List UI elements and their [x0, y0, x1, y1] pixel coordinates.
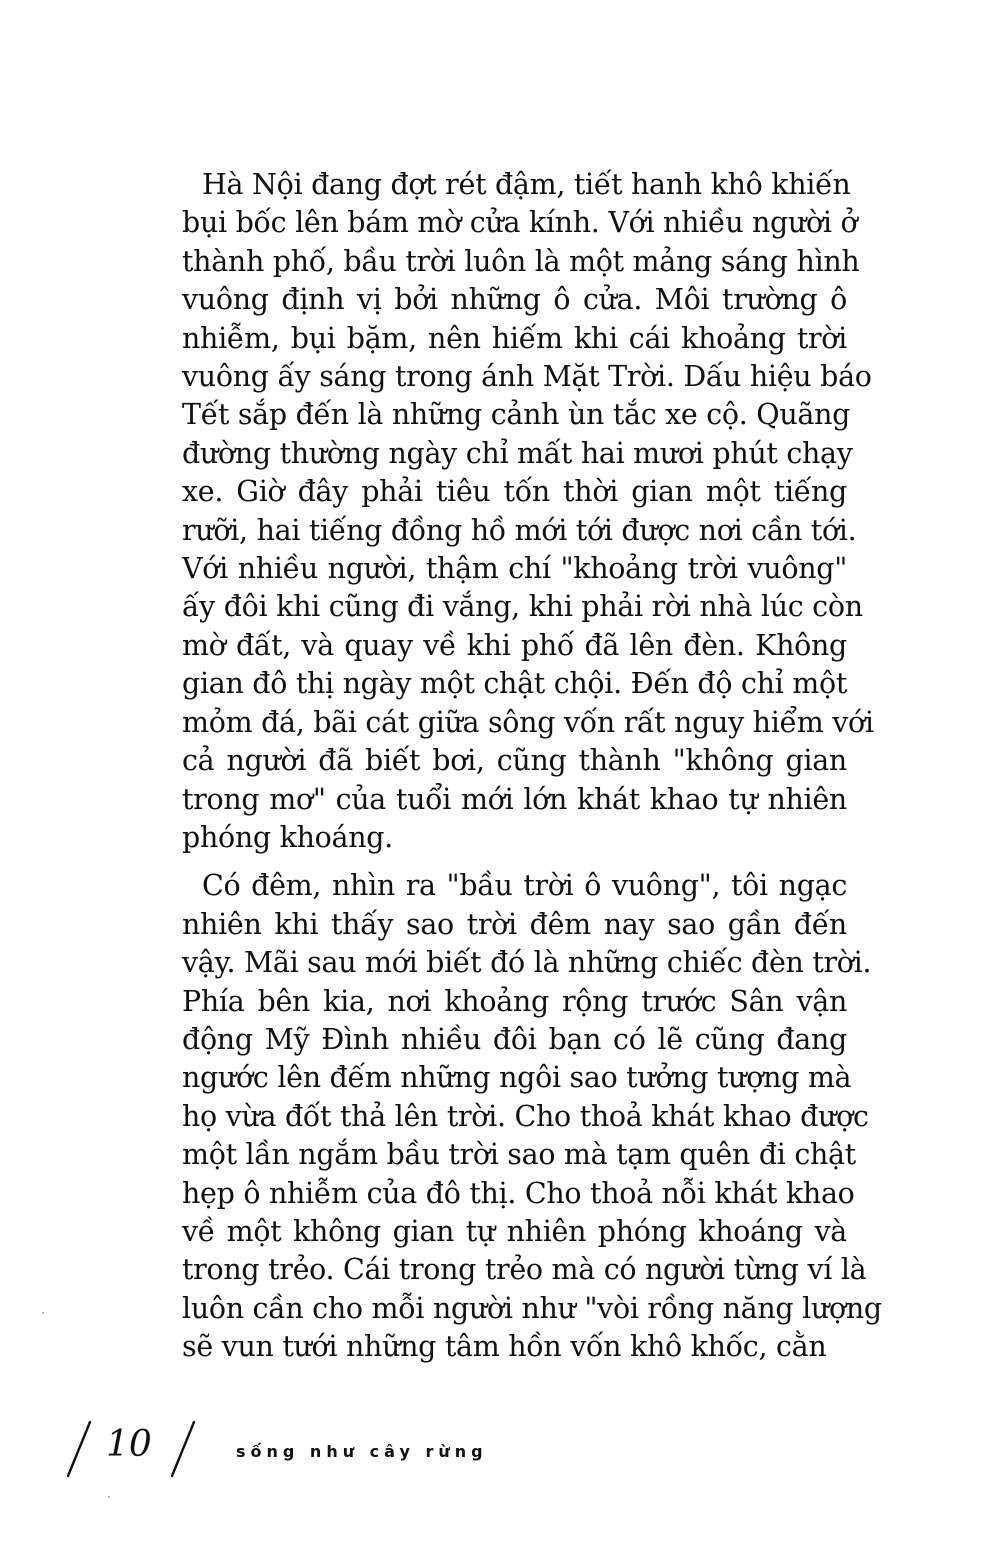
text-line: ngước lên đếm những ngôi sao tưởng tượng mà — [182, 1061, 852, 1095]
text-line: phóng khoáng. — [182, 820, 393, 854]
text-line: luôn cần cho mỗi người như "vòi rồng năng lượng — [182, 1291, 882, 1325]
text-line: vuông định vị bởi những ô cửa. Môi trường ô — [182, 283, 847, 317]
text-line: đường thường ngày chỉ mất hai mươi phút chạy — [182, 436, 853, 470]
text-line: một lần ngắm bầu trời sao mà tạm quên đi chật — [182, 1138, 856, 1172]
text-line: vậy. Mãi sau mới biết đó là những chiếc đèn trời. — [182, 946, 872, 980]
text-line: nhiên khi thấy sao trời đêm nay sao gần đến — [182, 907, 847, 941]
text-line: sẽ vun tưới những tâm hồn vốn khô khốc, cằn — [182, 1330, 827, 1364]
margin-speck — [42, 1312, 44, 1314]
text-line: họ vừa đốt thả lên trời. Cho thoả khát khao được — [182, 1099, 869, 1133]
body-text — [182, 166, 882, 1367]
text-line: cả người đã biết bơi, cũng thành "không gian — [182, 744, 847, 778]
slash-right-icon — [164, 1420, 204, 1478]
page-number: 10 — [106, 1424, 152, 1465]
paragraph-2 — [182, 867, 882, 1366]
paragraph-1 — [182, 166, 874, 857]
text-line: Có đêm, nhìn ra "bầu trời ô vuông", tôi ngạc — [202, 869, 847, 903]
text-line: Phía bên kia, nơi khoảng rộng trước Sân vận — [182, 984, 847, 1018]
text-line: vuông ấy sáng trong ánh Mặt Trời. Dấu hiệu báo — [182, 360, 872, 394]
text-line: rưỡi, hai tiếng đồng hồ mới tới được nơi cần tới. — [182, 513, 857, 547]
text-line: ấy đôi khi cũng đi vắng, khi phải rời nhà lúc còn — [182, 590, 863, 624]
text-line: mỏm đá, bãi cát giữa sông vốn rất nguy hiểm với — [182, 705, 874, 739]
text-line: động Mỹ Đình nhiều đôi bạn có lẽ cũng đang — [182, 1022, 847, 1056]
text-line: mờ đất, và quay về khi phố đã lên đèn. Không — [182, 628, 847, 662]
text-line: về một không gian tự nhiên phóng khoáng và — [182, 1214, 847, 1248]
slash-left-icon — [60, 1420, 100, 1478]
text-line: gian đô thị ngày một chật chội. Đến độ chỉ một — [182, 667, 847, 701]
running-title: sống như cây rừng — [236, 1442, 488, 1461]
text-line: Với nhiều người, thậm chí "khoảng trời vuông" — [182, 552, 847, 586]
text-line: Hà Nội đang đợt rét đậm, tiết hanh khô khiến — [202, 168, 851, 201]
text-line: trong mơ" của tuổi mới lớn khát khao tự nhiên — [182, 782, 847, 816]
text-line: hẹp ô nhiễm của đô thị. Cho thoả nỗi khát khao — [182, 1176, 855, 1210]
text-line: bụi bốc lên bám mờ cửa kính. Với nhiều người ở — [182, 206, 858, 240]
text-line: thành phố, bầu trời luôn là một mảng sáng hình — [182, 244, 860, 278]
text-line: xe. Giờ đây phải tiêu tốn thời gian một tiếng — [182, 475, 847, 509]
page-footer — [60, 1420, 560, 1480]
text-line: Tết sắp đến là những cảnh ùn tắc xe cộ. Quãng — [182, 398, 851, 432]
margin-speck — [108, 1496, 110, 1498]
text-line: nhiễm, bụi bặm, nên hiếm khi cái khoảng trời — [182, 321, 847, 355]
text-line: trong trẻo. Cái trong trẻo mà có người từng ví là — [182, 1253, 867, 1287]
